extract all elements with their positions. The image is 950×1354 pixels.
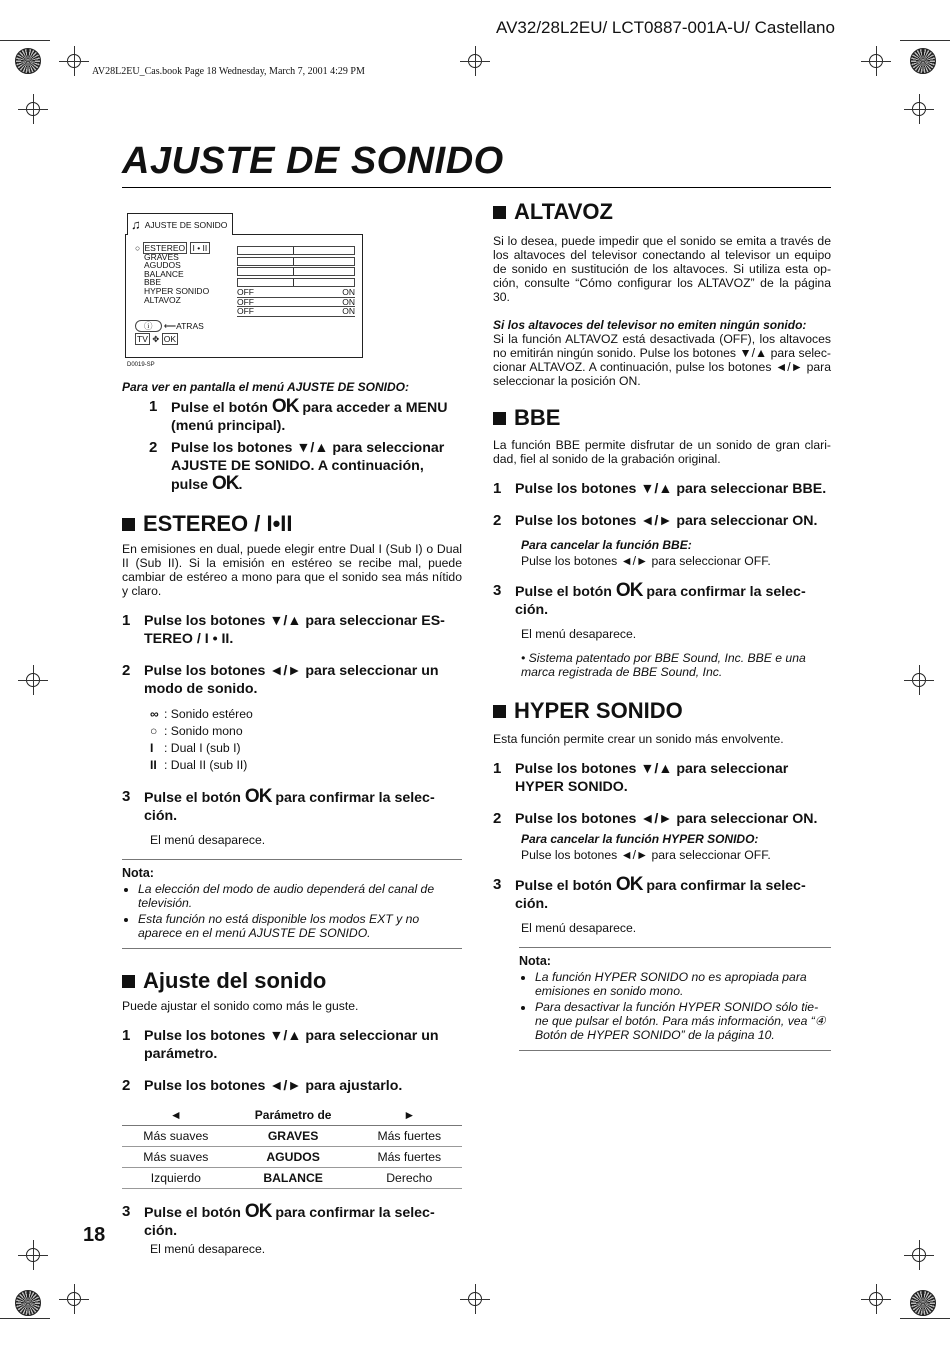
info-icon: ⓘ xyxy=(135,320,162,332)
menu-item: ○ ESTEREO I • II xyxy=(135,244,210,253)
note-item: • La función HYPER SONIDO no es apropiada para emisiones en sonido mono. xyxy=(535,970,831,998)
estereo-step-3-result: El menú desaparece. xyxy=(150,833,266,848)
bbe-row: OFF ON xyxy=(237,287,355,297)
note-item: • Esta función no está disponible los modos EXT y no aparece en el menú AJUSTE DE SONIDO. xyxy=(138,912,462,940)
altavoz-sub-text: Si la función ALTAVOZ está desactivada (OFF), los altavoces no emitirán ningún sonido. Pulse los botones ▼/▲ para selec-cionar ALTAVOZ. A continuación, pulse los botones ◄/► para seleccionar la posición ON. xyxy=(493,332,831,389)
menu-footer: ⓘ ⟵ATRAS TV ✥ OK xyxy=(137,321,204,344)
registration-mark xyxy=(904,665,934,695)
estereo-step-3: 3 Pulse el botón OK para confirmar la selec-ción. xyxy=(122,786,435,825)
altavoz-heading: ALTAVOZ xyxy=(493,200,831,224)
left-column xyxy=(122,210,462,1256)
menu-tab-label: AJUSTE DE SONIDO xyxy=(144,219,228,230)
hyper-row: OFF ON xyxy=(237,296,355,307)
note-item: • Para desactivar la función HYPER SONIDO sólo tie-ne que pulsar el botón. Para más información, vea “④ Botón de HYPER SONIDO” de la página 10. xyxy=(535,1000,831,1042)
balance-bar xyxy=(237,278,355,287)
registration-mark xyxy=(460,1284,490,1314)
note-title: Nota: xyxy=(122,866,154,881)
registration-rosette xyxy=(910,48,936,74)
estereo-heading: ESTEREO / I•II xyxy=(122,512,462,536)
hyper-heading: HYPER SONIDO xyxy=(493,699,831,723)
estereo-step-2: 2 Pulse los botones ◄/► para seleccionar un modo de sonido. xyxy=(122,662,439,698)
menu-tab xyxy=(127,213,233,235)
registration-mark xyxy=(861,1284,891,1314)
mode-dual-1: I : Dual I (sub I) xyxy=(150,741,241,756)
registration-mark xyxy=(904,94,934,124)
parameter-table: ◄ Parámetro de ► Más suaves GRAVES Más fuertes Más suaves AGUDOS Más fuertes Izquierdo BALANCE Derecho xyxy=(122,1105,462,1189)
registration-rosette xyxy=(910,1290,936,1316)
ok-button-glyph: OK xyxy=(615,873,643,895)
hyper-step-1: 1 Pulse los botones ▼/▲ para seleccionar HYPER SONIDO. xyxy=(493,759,789,795)
hyper-step-3-result: El menú desaparece. xyxy=(521,920,637,935)
registration-rosette xyxy=(15,48,41,74)
menu-item: GRAVES xyxy=(144,251,179,262)
back-label: ATRAS xyxy=(176,321,204,331)
access-step-1: 1 Pulse el botón OK para acceder a MENU (menú principal). xyxy=(149,396,448,434)
bbe-step-3: 3 Pulse el botón OK para confirmar la selec-ción. xyxy=(493,580,806,619)
ajuste-intro: Puede ajustar el sonido como más le guste. xyxy=(122,999,359,1014)
table-row: Más suaves AGUDOS Más fuertes xyxy=(122,1147,462,1168)
access-step-2: 2 Pulse los botones ▼/▲ para seleccionar AJUSTE DE SONIDO. A continuación, pulse OK. xyxy=(149,439,445,494)
hyper-step-2: 2 Pulse los botones ◄/► para seleccionar ON. xyxy=(493,809,818,827)
bbe-footnote: • Sistema patentado por BBE Sound, Inc. BBE e una marca registrada de BBE Sound, Inc. xyxy=(521,651,806,680)
registration-mark xyxy=(460,46,490,76)
table-row: Más suaves GRAVES Más fuertes xyxy=(122,1126,462,1147)
ok-button-glyph: OK xyxy=(615,580,643,602)
ok-button-glyph: OK xyxy=(244,1201,272,1223)
estereo-note xyxy=(122,859,462,949)
registration-mark xyxy=(18,1240,48,1270)
ajuste-step-2: 2 Pulse los botones ◄/► para ajustarlo. xyxy=(122,1077,403,1095)
ajuste-step-3-result: El menú desaparece. xyxy=(150,1242,266,1257)
registration-mark xyxy=(904,1240,934,1270)
menu-item-list xyxy=(135,244,210,304)
mono-icon: ○ xyxy=(150,724,158,739)
altavoz-intro: Si lo desea, puede impedir que el sonido se emita a través de los altavoces del televisor conectando al televisor un equipo de sonido en sustitución de los altavoces. Si utiliza esta op-ción, consulte “Cómo configurar los ALTAVOZ” de la página 30. xyxy=(493,234,831,305)
tv-label: TV xyxy=(137,334,148,344)
menu-values xyxy=(237,246,355,317)
note-title: Nota: xyxy=(519,953,551,968)
right-column xyxy=(493,200,831,1051)
ajuste-heading: Ajuste del sonido xyxy=(122,969,462,993)
ajuste-step-1: 1 Pulse los botones ▼/▲ para seleccionar un parámetro. xyxy=(122,1027,439,1063)
page-title: AJUSTE DE SONIDO xyxy=(122,140,504,182)
document-id: AV32/28L2EU/ LCT0887-001A-U/ Castellano xyxy=(496,18,835,37)
title-rule xyxy=(122,187,831,188)
ok-button-glyph: OK xyxy=(271,396,299,417)
book-line: AV28L2EU_Cas.book Page 18 Wednesday, March 7, 2001 4:29 PM xyxy=(92,66,365,77)
music-note-icon: ♫ xyxy=(131,217,141,232)
sound-menu-figure xyxy=(125,210,365,368)
registration-mark xyxy=(59,46,89,76)
sound-mode-list xyxy=(150,706,462,774)
bbe-cancel-heading: Para cancelar la función BBE: xyxy=(521,538,692,553)
crop-line xyxy=(900,1318,950,1319)
hyper-step-3: 3 Pulse el botón OK para confirmar la selec-ción. xyxy=(493,873,806,912)
agudos-bar xyxy=(237,267,355,276)
ok-button-glyph: OK xyxy=(212,473,239,494)
bbe-step-2: 2 Pulse los botones ◄/► para seleccionar ON. xyxy=(493,512,818,530)
figure-code: D0019-SP xyxy=(127,362,155,368)
menu-item: ALTAVOZ xyxy=(144,294,181,305)
hyper-cancel-heading: Para cancelar la función HYPER SONIDO: xyxy=(521,831,759,846)
bbe-step-1: 1 Pulse los botones ▼/▲ para seleccionar BBE. xyxy=(493,480,827,498)
hyper-intro: Esta función permite crear un sonido más envolvente. xyxy=(493,731,784,746)
stereo-icon: ∞ xyxy=(150,707,159,722)
registration-mark xyxy=(861,46,891,76)
stereo-bar xyxy=(237,246,355,255)
hyper-note xyxy=(519,947,831,1051)
bbe-heading: BBE xyxy=(493,406,831,430)
estereo-intro: En emisiones en dual, puede elegir entre Dual I (Sub I) o Dual II (Sub II). Si la emisión en estéreo se recibe mal, puede cambiar de estéreo a mono para que el sonido sea más nítido y claro. xyxy=(122,542,462,599)
registration-mark xyxy=(18,94,48,124)
dual-1-icon: I xyxy=(150,741,154,756)
mode-stereo: ∞ : Sonido estéreo xyxy=(150,707,253,722)
dual-2-icon: II xyxy=(150,758,157,773)
registration-mark xyxy=(18,665,48,695)
crop-line xyxy=(0,1318,50,1319)
altavoz-row: OFF ON xyxy=(237,306,355,317)
ok-button-glyph: OK xyxy=(244,786,272,808)
bbe-cancel-text: Pulse los botones ◄/► para seleccionar OFF. xyxy=(521,554,771,569)
registration-rosette xyxy=(15,1290,41,1316)
menu-item: BBE xyxy=(144,277,162,288)
altavoz-sub-heading: Si los altavoces del televisor no emiten ningún sonido: xyxy=(493,318,807,333)
hyper-cancel-text: Pulse los botones ◄/► para seleccionar OFF. xyxy=(521,847,771,862)
access-heading: Para ver en pantalla el menú AJUSTE DE SONIDO: xyxy=(122,380,409,394)
estereo-step-1: 1 Pulse los botones ▼/▲ para seleccionar ES-TEREO / I • II. xyxy=(122,612,445,648)
menu-item: HYPER SONIDO xyxy=(144,285,210,296)
registration-mark xyxy=(59,1284,89,1314)
menu-item: AGUDOS xyxy=(144,260,181,271)
crop-line xyxy=(0,40,50,41)
bbe-step-3-result: El menú desaparece. xyxy=(521,627,637,642)
note-item: • La elección del modo de audio dependerá del canal de televisión. xyxy=(138,882,462,910)
graves-bar xyxy=(237,257,355,266)
table-row: Izquierdo BALANCE Derecho xyxy=(122,1168,462,1189)
menu-item: BALANCE xyxy=(144,268,184,279)
ok-label: OK xyxy=(163,334,177,344)
dpad-icon: ✥ xyxy=(152,334,160,344)
crop-line xyxy=(900,40,950,41)
page-number: 18 xyxy=(83,1224,106,1246)
ajuste-step-3: 3 Pulse el botón OK para confirmar la selec-ción. xyxy=(122,1201,435,1240)
bbe-intro: La función BBE permite disfrutar de un sonido de gran clari-dad, fiel al sonido de la grabación original. xyxy=(493,438,831,467)
mode-mono: ○ : Sonido mono xyxy=(150,724,243,739)
mode-dual-2: II : Dual II (sub II) xyxy=(150,758,248,773)
